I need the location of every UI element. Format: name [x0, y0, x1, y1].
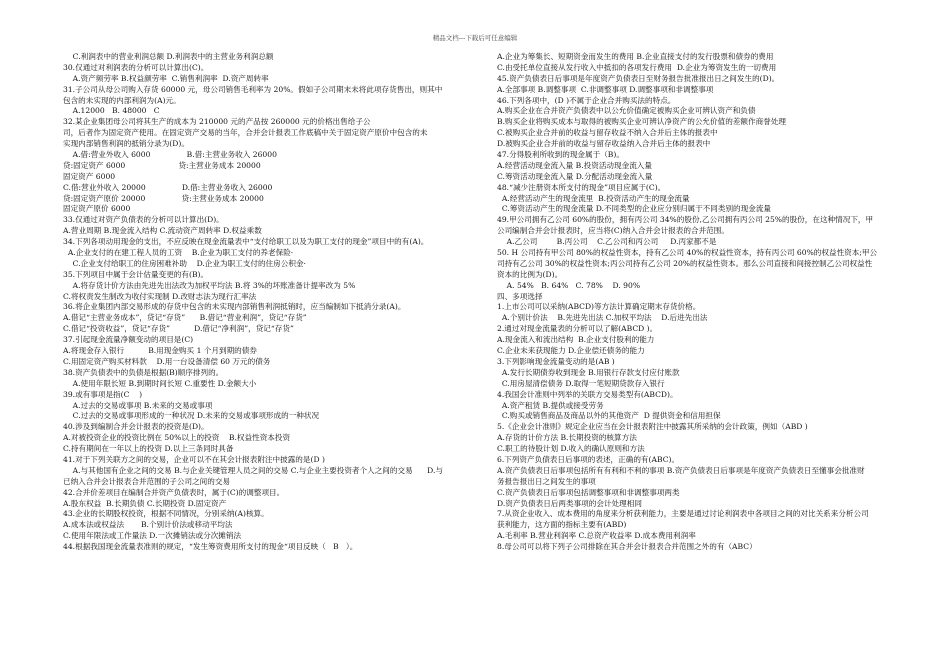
- text-line: 8.母公司可以将下列子公司排除在其合并会计报表合并范围之外的有（ABC）: [497, 542, 757, 552]
- text-line: 41.对于下列关联方之间的交易，企业可以不在其会计报表附注中披露的是(D ): [63, 454, 325, 464]
- text-line: 50. H 公司持有甲公司 80%的权益性资本，持有乙公司 40%的权益性资本，持有丙公司 60%的权益性资本;甲公: [497, 248, 878, 258]
- text-line: 34.下列各项动用现金的支出，不应反映在现金流量表中“支付给职工以及为职工支付的现金”项目中的有(A)。: [63, 237, 429, 247]
- text-line: 6.下列资产负债表日后事项的表述，正确的有(ABC)。: [497, 454, 680, 464]
- text-line: A.将存货计价方法由先进先出法改为加权平均法 B.将 3%的坏账准备计提率改为 5%: [63, 280, 356, 290]
- text-line: 49.甲公司拥有乙公司 60%的股份，拥有丙公司 34%的股份,乙公司拥有丙公司 25%的股份，在这种情况下，甲: [497, 215, 874, 225]
- text-line: 3.下列影响现金流量变动的是(AB ): [497, 356, 615, 366]
- text-line: 46.下列各项中，(D )不属于企业合并购买法的特点。: [497, 95, 676, 105]
- page-header: 精品文档---下载后可任意编辑: [432, 34, 518, 42]
- text-line: 司持有乙公司 30%的权益性资本;丙公司持有乙公司 20%的权益性资本。那么公司直接和间接控制乙公司权益性: [497, 258, 873, 268]
- text-line: 33.仅通过对资产负债表的分析可以计算出(D)。: [63, 215, 224, 225]
- text-line: C.持有期间在一年以上的投资 D.以上三条同时具备: [63, 444, 234, 454]
- text-line: C.过去的交易或事项形成的一种状况 D.未来的交易或事项形成的一种状况: [63, 411, 320, 421]
- text-line: 7.从资企业收入、成本费用的角度来分析获利能力，主要是通过讨论利润表中各项目之间的对比关系来分析公司: [497, 509, 869, 519]
- text-line: A.成本法或权益法 B.个别计价法或移动平均法: [63, 520, 233, 530]
- text-line: C.筹资活动现金流入量 D.分配活动现金流入量: [497, 171, 653, 181]
- text-line: 35.下列项目中属于会计估量变更的有(B)。: [63, 269, 209, 279]
- text-line: B.购买企业将购买成本与取得的被购买企业可辨认净资产的公允价值的差额作商誉处理: [497, 117, 786, 127]
- text-line: 固定资产原价 6000: [63, 204, 131, 214]
- text-line: 实现内部销售利润的抵销分录为(D)。: [63, 139, 189, 149]
- text-line: A.企业支付的在建工程人员的工资 B.企业为职工支付的养老保险·: [63, 248, 294, 258]
- text-line: C.筹资活动产生的现金流量 D.不同类型的企业应分别归属于不同类别的现金流量: [497, 204, 772, 214]
- text-line: A.使用年限长短 B.到期时间长短 C.重要性 D.金额大小: [63, 378, 257, 388]
- text-line: 1.上市公司可以采纳(ABCD)等方法计算确定期末存货价格。: [497, 302, 701, 312]
- left-column: [63, 52, 478, 553]
- text-line: A.企业为筹集长、短期资金而发生的费用 B.企业直接支付的发行股票和债券的费用: [497, 52, 774, 61]
- text-line: A. 54% B. 64% C. 78% D. 90%: [497, 280, 641, 290]
- text-line: 45.资产负债表日后事项是年度资产负债表日至财务报告批准报出日之间发生的(D)。: [497, 73, 780, 83]
- text-line: A.发行长期债券收到现金 B.用银行存款支付应付账款: [497, 367, 680, 377]
- text-line: 37.引起现金流量净额变动的项目是(C): [63, 335, 194, 345]
- text-line: 32.某企业集团母公司将其生产的成本为 210000 元的产品按 260000 元的价格出售给子公: [63, 117, 371, 127]
- text-line: 四、多项选择: [497, 291, 543, 301]
- text-line: C.资产负债表日后事项包括调整事项和非调整事项两类: [497, 487, 680, 497]
- text-line: 贷:固定资产 6000 贷:主营业务成本 20000: [63, 160, 261, 170]
- text-line: A.全部事项 B.调整事项 C.非调整事项 D.调整事项和非调整事项: [497, 84, 714, 94]
- text-line: 贷:固定资产原价 20000 贷:主营业务成本 20000: [63, 193, 264, 203]
- text-line: A.12000 B. 48000 C: [63, 106, 160, 116]
- text-line: 务报告报出日之间发生的事项: [497, 476, 596, 486]
- text-line: 固定资产 6000: [63, 171, 116, 181]
- text-line: 31.子公司从母公司购入存货 60000 元，母公司销售毛利率为 20%。假如子公司期末未将此项存货售出，则其中: [63, 84, 443, 94]
- text-line: 资本的比例为(D)。: [497, 269, 563, 279]
- text-line: 包含的未实现的内部利润为(A)元。: [63, 95, 181, 105]
- text-line: C.职工的待股计划 D.收入的确认原则和方法: [497, 444, 645, 454]
- text-line: 44.根据我国现金流量表准则的规定，“发生筹资费用所支付的现金“项目反映（ B ）。: [63, 542, 358, 552]
- text-line: C.由受托单位直接从发行收入中抵扣的各项发行费用 D.企业为筹资发生的一切费用: [497, 62, 777, 72]
- text-line: 5.《企业会计准则》规定企业应当在会计报表附注中披露其所采纳的会计政策，例如（ABD ): [497, 422, 808, 432]
- text-line: 4.我国会计准则中列举的关联方交易类型有(ABCD)。: [497, 389, 678, 399]
- text-line: A.经营活动产生的现金流里 B.投资活动产生的现金流量: [497, 193, 690, 203]
- right-column: [497, 52, 915, 553]
- text-line: 获利能力，这方面的指标主要有(ABD): [497, 520, 627, 530]
- text-line: C.将权责发生制改为收付实现制 D.改财志法为现行汇率法: [63, 291, 257, 301]
- text-line: 公司编制合并会计报表时，应当将(C)纳入合并会计报表的合并范围。: [497, 226, 729, 236]
- text-line: D.被购买企业合并前的收益与留存收益纳入合并后主体的报表中: [497, 139, 711, 149]
- text-line: 已纳入合并会计报表合并范围的子公司之间的交易: [63, 476, 231, 486]
- text-line: C.被购买企业合并前的收益与留存收益不纳入合并后主体的报表中: [497, 128, 718, 138]
- text-line: 48.“减少注册资本所支付的现金”项目应属于(C)。: [497, 182, 666, 192]
- text-line: C.使用年限法或工作量法 D.一次摊销法或分次摊销法: [63, 531, 242, 541]
- text-line: A.资产租赁 B.提供或接受劳务: [497, 400, 604, 410]
- text-line: C.购买或销售商品及商品以外的其他资产 D 提供资金和信用担保: [497, 411, 721, 421]
- text-line: 39.或有事项是指(C ): [63, 389, 143, 399]
- text-line: A.借记“主营业务成本”，贷记“存货” B.借记“营业利润”，贷记“存货”: [63, 313, 307, 323]
- text-line: A.购买企业在合并资产负债表中以公允价值确定被购买企业可辨认资产和负债: [497, 106, 756, 116]
- text-line: 36.将企业集团内部交易形成的存货中包含的未实现内部销售利润抵销时，应当编制如下抵消分录(A)。: [63, 302, 406, 312]
- text-line: C.用房屋清偿债务 D.取得一笔短期贷款存入银行: [497, 378, 665, 388]
- text-line: C.利润表中的营业利润总额 D.利润表中的主营业务利润总额: [63, 52, 274, 61]
- text-line: D.资产负债表日后两类事项的会计处理相同: [497, 498, 642, 508]
- text-line: A.将现金存入银行 B.用现金购买 1 个月到期的债券: [63, 346, 257, 356]
- text-line: A.与其他国有企业之间的交易 B.与企业关键管理人员之间的交易 C.与企业主要投资者个人之间的交易 D.与: [63, 465, 443, 475]
- text-line: 2.通过对现金流量表的分析可以了解(ABCD )。: [497, 324, 658, 334]
- text-line: 47.分得股利所收到的现金属于（B)。: [497, 150, 624, 160]
- text-line: A.资产频劳率 B.权益颜劳率 C.销售利润率 D.资产周转率: [63, 73, 269, 83]
- text-line: 40.涉及到编制合并会计报表的投资是(D)。: [63, 422, 209, 432]
- text-line: A.股东权益 B.长期负债 C.长期投资 D.固定资产: [63, 498, 227, 508]
- text-line: A.资产负债表日后事项包括所有有利和不利的事项 B.资产负债表日后事项是年度资产负债表日至懂事会批准财: [497, 465, 865, 475]
- text-line: A.过去的交易或事项 B.未来的交易或事项: [63, 400, 213, 410]
- text-line: A.对被投资企业的投资比例在 50%以上的投资 B.权益性资本投资: [63, 433, 291, 443]
- text-line: A.借:营业外收入 6000 B.借:主营业务收入 26000: [63, 150, 277, 160]
- text-line: 司，后者作为固定资产使用。在固定资产交易的当年，合并会计报表工作底稿中关于固定资产原价中包含的未: [63, 128, 428, 138]
- text-line: C.企业未来获现能力 D.企业偿还债务的能力: [497, 346, 645, 356]
- text-line: C.借:营业外收入 20000 D.借:主营业务收入 26000: [63, 182, 273, 192]
- text-line: A.现金流入和流出结构 B.企业支付股利的能力: [497, 335, 655, 345]
- text-line: A.存货的计价方法 B.长期投资的核算方法: [497, 433, 637, 443]
- text-line: 38.资产负债表中的负债是根据(B)顺序排列的。: [63, 367, 224, 377]
- text-line: A.营业周期 B.现金流入结构 C.流动资产周转率 D.权益乘数: [63, 226, 262, 236]
- text-line: C.借记“投资收益”，贷记“存货” D.借记“净利润”，贷记“存货”: [63, 324, 294, 334]
- text-line: C.企业支付给职工的住房困难补助 D.企业为职工支付的住房公积金·: [63, 258, 306, 268]
- text-line: A.个别计价法 B.先进先出法 C.加权平均法 D.后进先出法: [497, 313, 708, 323]
- text-line: 43.企业的长期股权投资，根据不同情况，分别采纳(A)核算。: [63, 509, 269, 519]
- text-line: A.毛利率 B.营业利润率 C.总资产收益率 D.成本费用利润率: [497, 531, 696, 541]
- text-line: C.用固定资产购买材料款 D.用一台设备清偿 60 万元的债务: [63, 356, 271, 366]
- text-line: A.经营活动现金流入量 B.投资活动现金流入量: [497, 160, 652, 170]
- text-line: A.乙公司 B.丙公司 C.乙公司和丙公司 D.丙家都不是: [497, 237, 717, 247]
- text-line: 42.合并价差项目在编制合并资产负债表时，属于(C)的调整项目。: [63, 487, 285, 497]
- text-line: 30.仅通过对利润表的分析可以计算出(C)。: [63, 62, 209, 72]
